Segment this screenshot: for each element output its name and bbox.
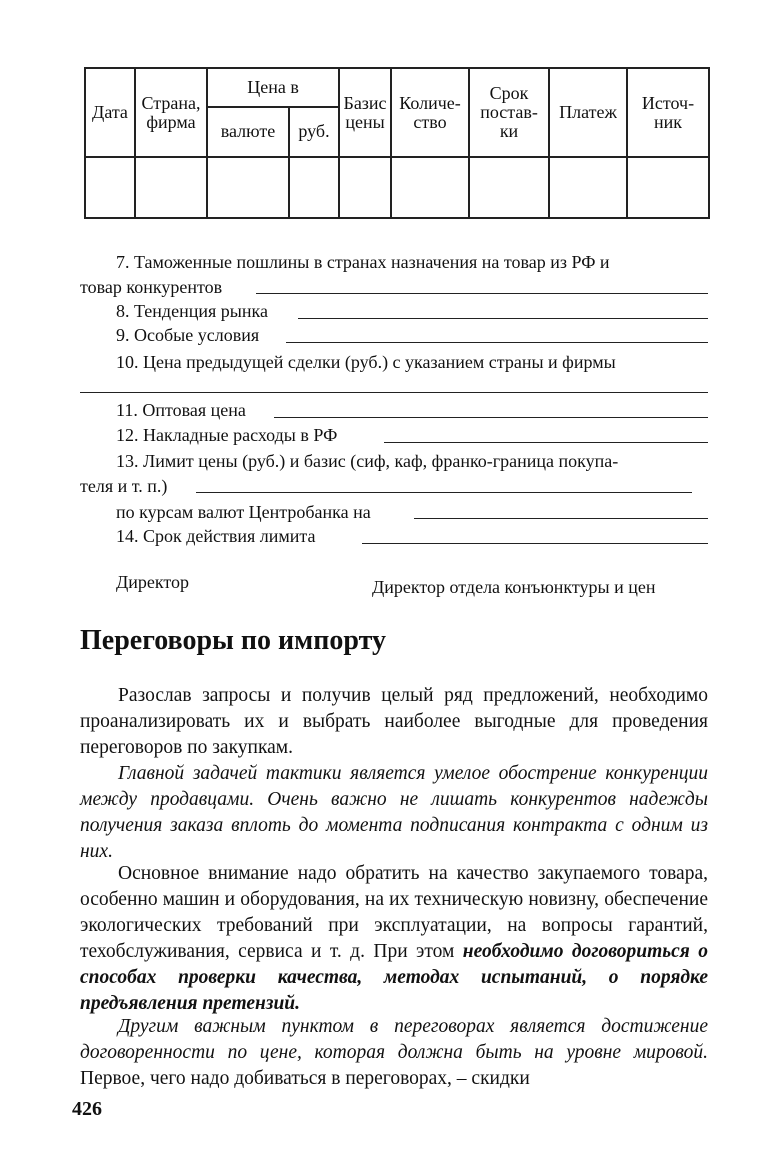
col-header-country-firm: Страна, фирма [135,68,207,157]
paragraph-3 [80,861,708,1017]
table-cell [85,157,135,218]
paragraph-1-text: Разослав запросы и получив целый ряд предложений, необходимо проанализировать их и выбрать наиболее выгодные для проведения переговоров по закупкам. [80,685,708,758]
col-header-delivery-term: Срок постав-ки [469,68,549,157]
fill-line [196,492,692,493]
form-item-13: 13. Лимит цены (руб.) и базис (сиф, каф, франко-граница покупа- [116,451,619,471]
form-item-13-cont: теля и т. п.) [80,476,168,496]
col-header-date: Дата [85,68,135,157]
signature-director: Директор [116,572,190,592]
col-header-payment: Платеж [549,68,627,157]
form-item-13-rate: по курсам валют Центробанка на [116,502,371,522]
form-item-7: 7. Таможенные пошлины в странах назначения на товар из РФ и [116,252,610,272]
paragraph-4-emphasis: Другим важным пунктом в переговорах является достижение договоренности по цене, которая должна быть на уровне мировой. [80,1016,708,1063]
table-cell [549,157,627,218]
col-header-rub: руб. [289,107,339,158]
table-cell [339,157,391,218]
table-cell [627,157,709,218]
col-header-source: Источ-ник [627,68,709,157]
form-item-14: 14. Срок действия лимита [116,526,316,546]
fill-line [80,392,708,393]
col-header-basis: Базис цены [339,68,391,157]
paragraph-4-text: Первое, чего надо добиваться в переговорах, – скидки [80,1068,530,1089]
table-cell [289,157,339,218]
fill-line [384,442,708,443]
form-item-10: 10. Цена предыдущей сделки (руб.) с указанием страны и фирмы [116,352,616,372]
col-header-price: Цена в [207,68,339,107]
form-item-9: 9. Особые условия [116,325,260,345]
paragraph-3-emphasis: необходимо договориться о способах проверки качества, методах испытаний, о порядке предъявления претензий. [80,941,709,1014]
fill-line [298,318,708,319]
fill-line [414,518,708,519]
paragraph-4 [80,1014,708,1092]
table-cell [469,157,549,218]
paragraph-1 [80,683,708,761]
signature-dept-director: Директор отдела конъюнктуры и цен [372,577,656,597]
table-cell [391,157,469,218]
form-item-12: 12. Накладные расходы в РФ [116,425,338,445]
fill-line [256,293,708,294]
col-header-currency: валюте [207,107,289,158]
col-header-quantity: Количе-ство [391,68,469,157]
form-item-11: 11. Оптовая цена [116,400,246,420]
table-cell [135,157,207,218]
fill-line [362,543,708,544]
page-number: 426 [72,1098,102,1120]
paragraph-2 [80,761,708,865]
form-item-7-cont: товар конкурентов [80,277,223,297]
table-cell [207,157,289,218]
request-form-table [84,67,710,219]
form-item-8: 8. Тенденция рынка [116,301,268,321]
fill-line [286,342,708,343]
section-heading: Переговоры по импорту [80,625,386,656]
paragraph-3-text: Основное внимание надо обратить на качество закупаемого товара, особенно машин и оборудования, на их техническую новизну, обеспечение экологических требований при эксплуатации, на вопросы гарантий, техобслуживания, сервиса и т. д. При этом [80,863,708,962]
fill-line [274,417,708,418]
paragraph-2-text: Главной задачей тактики является умелое обострение конкуренции между продавцами. Очень важно не лишать конкурентов надежды получения заказа вплоть до момента подписания контракта с одним из них. [80,763,708,862]
table-row-empty [85,157,709,218]
